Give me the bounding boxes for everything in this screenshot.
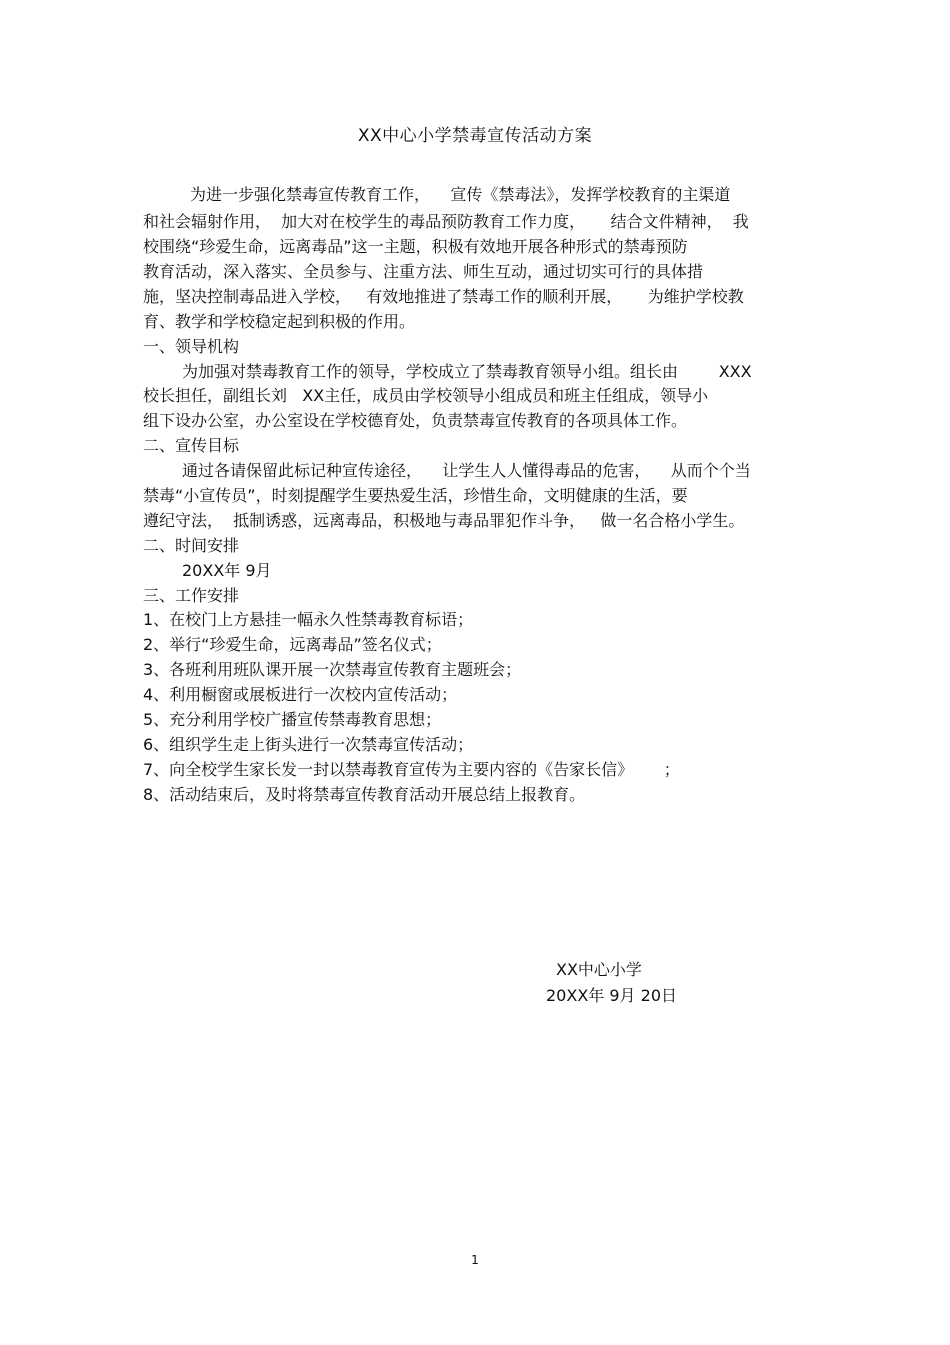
list-item: 3、各班利用班队课开展一次禁毒宣传教育主题班会； — [143, 660, 522, 679]
list-item: 1、在校门上方悬挂一幅永久性禁毒教育标语； — [143, 610, 474, 629]
signature-date: 20XX年 9月 20日 — [546, 986, 677, 1005]
section-line: 为加强对禁毒教育工作的领导，学校成立了禁毒教育领导小组。组长由 XXX — [182, 362, 752, 381]
signature-school: XX中心小学 — [556, 960, 642, 979]
list-item: 7、向全校学生家长发一封以禁毒教育宣传为主要内容的《告家长信》 ； — [143, 760, 680, 779]
section-heading-goals: 二、宣传目标 — [143, 436, 240, 455]
section-line: 组下设办公室，办公室设在学校德育处，负责禁毒宣传教育的各项具体工作。 — [143, 411, 688, 430]
section-line: 禁毒“小宣传员”，时刻提醒学生要热爱生活，珍惜生命，文明健康的生活，要 — [143, 486, 688, 505]
section-heading-tasks: 三、工作安排 — [143, 586, 240, 605]
page-number: 1 — [471, 1253, 479, 1267]
section-line: 20XX年 9月 — [182, 561, 272, 580]
intro-line: 为进一步强化禁毒宣传教育工作， 宣传《禁毒法》，发挥学校教育的主渠道 — [190, 185, 731, 204]
document-title: XX中心小学禁毒宣传活动方案 — [357, 126, 593, 146]
intro-line: 施，坚决控制毒品进入学校， 有效地推进了禁毒工作的顺利开展， 为维护学校教 — [143, 287, 744, 306]
intro-line: 校围绕“珍爱生命，远离毒品”这一主题，积极有效地开展各种形式的禁毒预防 — [143, 237, 688, 256]
list-item: 5、充分利用学校广播宣传禁毒教育思想； — [143, 710, 442, 729]
list-item: 6、组织学生走上街头进行一次禁毒宣传活动； — [143, 735, 474, 754]
section-line: 遵纪守法， 抵制诱惑，远离毒品，积极地与毒品罪犯作斗争， 做一名合格小学生。 — [143, 511, 745, 530]
section-heading-schedule: 二、时间安排 — [143, 536, 240, 555]
list-item: 8、活动结束后，及时将禁毒宣传教育活动开展总结上报教育。 — [143, 785, 586, 804]
intro-line: 育、教学和学校稳定起到积极的作用。 — [143, 312, 416, 331]
list-item: 4、利用橱窗或展板进行一次校内宣传活动； — [143, 685, 458, 704]
section-line: 通过各请保留此标记种宣传途径， 让学生人人懂得毒品的危害， 从而个个当 — [182, 461, 751, 480]
section-line: 校长担任，副组长刘 XX主任，成员由学校领导小组成员和班主任组成，领导小 — [143, 386, 709, 405]
list-item: 2、举行“珍爱生命，远离毒品”签名仪式； — [143, 635, 442, 654]
intro-line: 教育活动，深入落实、全员参与、注重方法、师生互动，通过切实可行的具体措 — [143, 262, 704, 281]
section-heading-leadership: 一、领导机构 — [143, 337, 240, 356]
intro-line: 和社会辐射作用， 加大对在校学生的毒品预防教育工作力度， 结合文件精神， 我 — [143, 212, 749, 231]
